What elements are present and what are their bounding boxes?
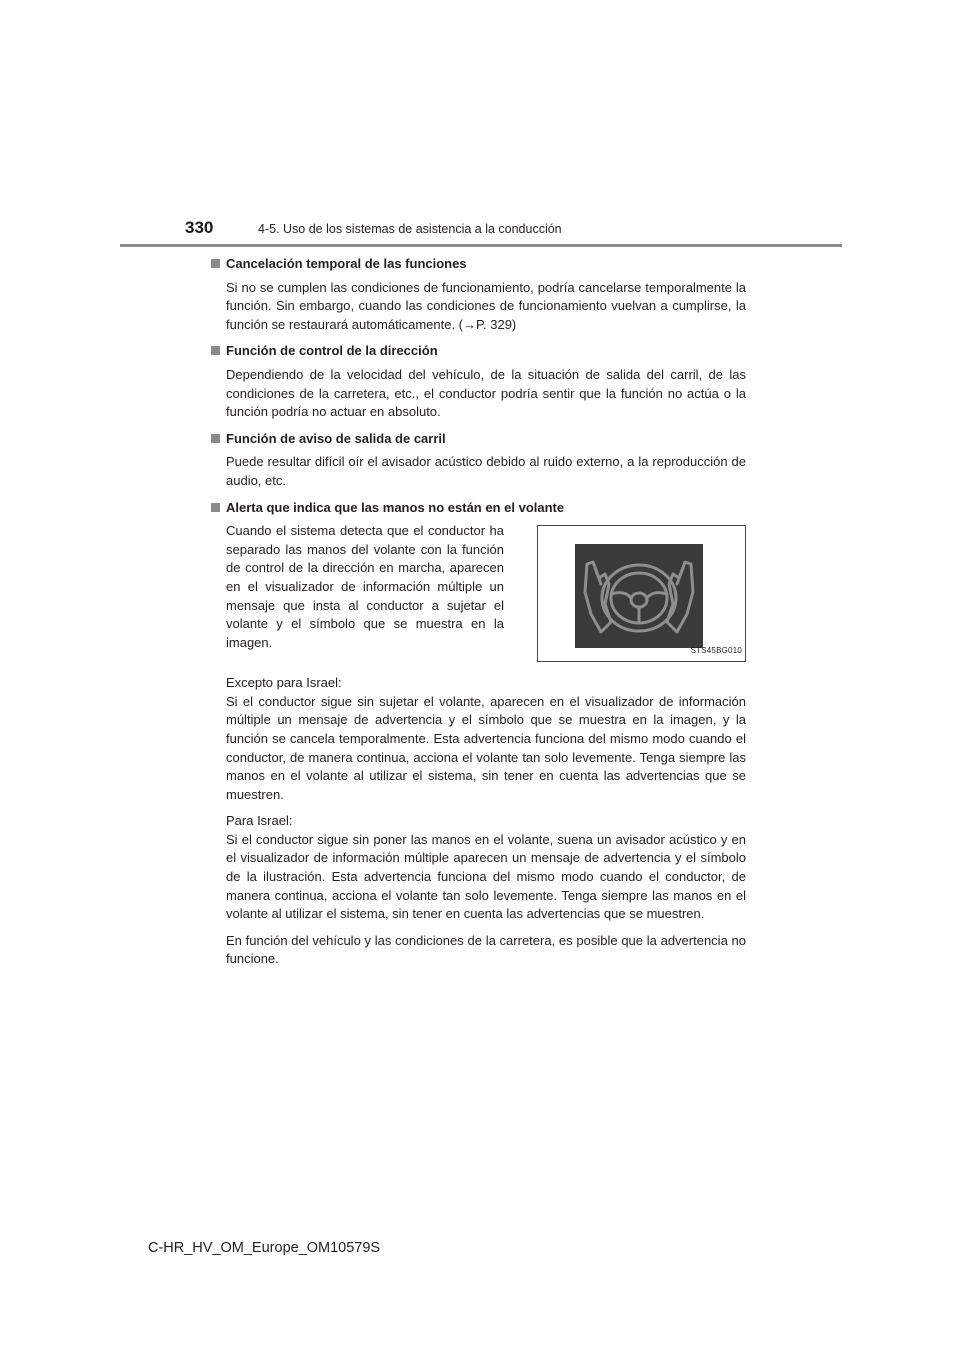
page-content <box>210 255 746 977</box>
section-hands-off-alert <box>210 499 746 970</box>
heading-text: Alerta que indica que las manos no están en el volante <box>226 499 565 515</box>
square-bullet-icon <box>211 259 220 268</box>
paragraph-except-israel: Excepto para Israel: Si el conductor sigue sin sujetar el volante, aparecen en el visualizador de información múltiple un mensaje de advertencia y el símbolo que se muestra en la imagen, y la función se cancela temporalmente. Esta advertencia funciona del mismo modo cuando el conductor, de manera continua, acciona el volante tan solo levemente. Tenga siempre las manos en el volante al utilizar el sistema, sin tener en cuenta las advertencias que se muestren. <box>226 675 746 802</box>
heading-text: Cancelación temporal de las funciones <box>226 256 467 271</box>
section-body: Cuando el sistema detecta que el conductor ha separado las manos del volante con la función de control de la dirección en marcha, aparecen en el visualizador de información múltiple un mensaje que insta al conductor a sujetar el volante y el símbolo que se muestra en la imagen. <box>226 523 504 650</box>
footer-doc-code: C-HR_HV_OM_Europe_OM10579S <box>148 1240 381 1256</box>
steering-wheel-hands-icon <box>575 544 703 648</box>
square-bullet-icon <box>211 503 220 512</box>
section-heading <box>210 430 746 449</box>
text-with-figure <box>226 522 746 662</box>
section-body: Si no se cumplen las condiciones de funcionamiento, podría cancelarse temporalmente la función. Sin embargo, cuando las condiciones de funcionamiento vuelvan a cumplirse, la función se restaurará automáticamente. (→P. 329) <box>226 279 746 332</box>
illustration-figure <box>537 525 746 662</box>
section-body: Dependiendo de la velocidad del vehículo, de la situación de salida del carril, de las condiciones de la carretera, etc., el conductor podría sentir que la función no actúa o la función podría no actuar en absoluto. <box>226 366 746 420</box>
page-number: 330 <box>185 218 214 237</box>
heading-text: Función de aviso de salida de carril <box>226 430 446 446</box>
multi-info-display <box>575 544 703 648</box>
section-temporary-cancel <box>210 255 746 334</box>
section-title: 4-5. Uso de los sistemas de asistencia a la conducción <box>258 222 562 236</box>
section-body: Puede resultar difícil oír el avisador acústico debido al ruido externo, a la reproducción de audio, etc. <box>226 454 746 488</box>
section-heading <box>210 499 746 518</box>
figure-code: STS45BG010 <box>690 645 742 655</box>
paragraph-israel: Para Israel: Si el conductor sigue sin poner las manos en el volante, suena un avisador acústico y en el visualizador de información múltiple aparecen un mensaje de advertencia y el símbolo de la ilustración. Esta advertencia funciona del mismo modo cuando el conductor, de manera continua, acciona el volante tan solo levemente. Tenga siempre las manos en el volante al utilizar el sistema, sin tener en cuenta las advertencias que se muestren. <box>226 813 746 922</box>
paragraph-final-note: En función del vehículo y las condiciones de la carretera, es posible que la advertencia no funcione. <box>226 932 746 967</box>
section-heading <box>210 255 746 274</box>
section-heading <box>210 342 746 361</box>
header-rule <box>120 244 842 247</box>
square-bullet-icon <box>211 346 220 355</box>
section-lane-departure-warning <box>210 430 746 491</box>
section-steering-control <box>210 342 746 421</box>
square-bullet-icon <box>211 434 220 443</box>
heading-text: Función de control de la dirección <box>226 343 438 359</box>
